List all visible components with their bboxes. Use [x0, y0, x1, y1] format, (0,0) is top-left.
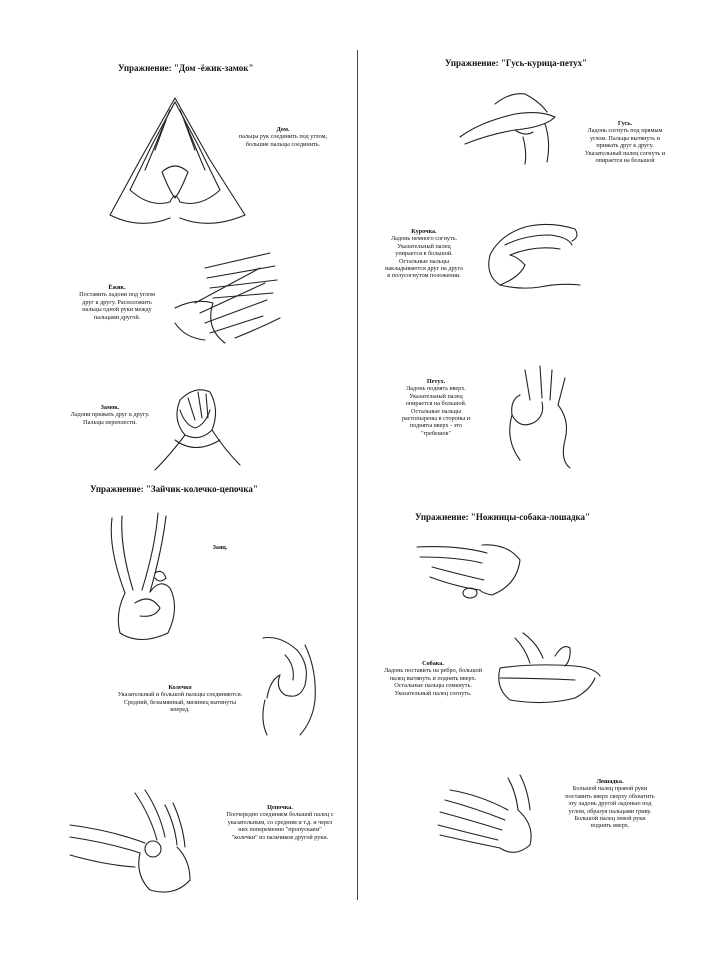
loshadka-line: поставить вверх сверху обхватить: [565, 792, 655, 800]
loshadka-line: Большой палец левой руки: [574, 815, 646, 823]
dom-line: большие пальцы соединить.: [245, 140, 321, 148]
petukh-line: подняты вверх - это: [409, 422, 463, 430]
kuritsa-caption: [368, 228, 480, 280]
kolechko-line: Указательный и большой пальцы соединяются.: [117, 691, 243, 699]
exercise-heading-nozhnitsy-sobaka-loshadka: Упражнение: "Ножницы-собака-лошадка": [415, 512, 591, 522]
petukh-line: растопырены в стороны и: [401, 415, 471, 423]
kolechko-line: вперед.: [170, 706, 190, 714]
sobaka-line: Ладонь поставить на ребро, большой: [383, 667, 483, 675]
dom-hands-illustration: [100, 90, 250, 230]
gus-title: Гусь.: [617, 120, 633, 127]
tsepochka-title: Цепочка.: [267, 804, 293, 811]
dom-caption: [218, 126, 348, 148]
sobaka-title: Собака.: [422, 660, 444, 667]
sobaka-line: Остальные пальцы сомкнуть.: [394, 682, 472, 690]
dom-line: пальцы рук соединить под углом,: [238, 133, 328, 141]
zayats-hand-illustration: [100, 508, 200, 648]
zamok-line: Пальцы переплести.: [83, 418, 137, 426]
kuritsa-hand-illustration: [480, 215, 585, 295]
petukh-line: "гребешок": [420, 429, 452, 437]
sobaka-line: палец вытянуть и поднять вверх.: [389, 674, 477, 682]
zayats-caption: [200, 544, 240, 551]
exercise-heading-zaichik-kolechko-tsepochka: Упражнение: "Зайчик-колечко-цепочка": [90, 484, 258, 494]
loshadka-caption: [545, 778, 675, 830]
dom-title: Дом.: [276, 126, 290, 133]
tsepochka-line: Поочередно соединяем большой палец с: [226, 811, 334, 819]
column-divider: [357, 50, 358, 900]
zayats-title: Заяц.: [212, 544, 228, 551]
petukh-caption: [380, 378, 492, 437]
kolechko-line: Средний, безымянный, мизинец вытянуты: [123, 698, 237, 706]
sobaka-line: Указательный палец согнуть.: [394, 689, 472, 697]
gus-hand-illustration: [455, 82, 560, 167]
kuritsa-line: Ладонь немного согнуть.: [390, 235, 458, 243]
ezhik-line: пальцами другой.: [93, 313, 141, 321]
ezhik-line: друг к другу. Расположить: [82, 298, 152, 306]
petukh-line: опирается на большой.: [405, 400, 467, 408]
sobaka-caption: [368, 660, 498, 697]
loshadka-title: Лошадка.: [596, 778, 624, 785]
zamok-hands-illustration: [150, 380, 245, 475]
petukh-hand-illustration: [490, 360, 590, 470]
exercise-heading-gus-kuritsa-petukh: Упражнение: "Гусь-курица-петух": [445, 58, 588, 68]
kuritsa-title: Курочка.: [411, 228, 437, 235]
sobaka-hand-illustration: [495, 628, 605, 713]
gus-line: Указательный палец согнуть и: [584, 149, 666, 157]
kuritsa-line: Остальные пальцы: [399, 257, 449, 265]
loshadka-line: Большой палец правой руки: [572, 785, 648, 793]
tsepochka-line: указательным, со средним и т.д. и через: [227, 818, 333, 826]
petukh-line: Остальные пальцы: [411, 407, 461, 415]
petukh-line: Ладонь поднять вверх.: [406, 385, 466, 393]
gus-line: прижать друг к другу.: [596, 142, 654, 150]
loshadka-line: эту ладонь другой ладонью под: [568, 800, 652, 808]
kuritsa-line: в полусогнутом положении.: [387, 272, 461, 280]
gus-line: Ладонь согнуть под прямым: [587, 127, 663, 135]
tsepochka-line: "колечки" из пальчиков другой руки.: [231, 833, 329, 841]
loshadka-hands-illustration: [430, 770, 545, 860]
ezhik-hands-illustration: [175, 248, 285, 348]
gus-caption: [560, 120, 690, 164]
kuritsa-line: упирается в большой.: [395, 250, 453, 258]
loshadka-line: углом, образуя пальцами гриву.: [568, 807, 652, 815]
ezhik-line: пальцы одной руки между: [82, 306, 152, 314]
tsepochka-caption: [195, 804, 365, 841]
ezhik-caption: [62, 284, 172, 321]
gus-line: опирается на большой: [595, 157, 655, 165]
zamok-line: Ладони прижать друг к другу.: [70, 411, 150, 419]
gus-line: углом. Пальцы вытянуть и: [590, 134, 660, 142]
ezhik-title: Ёжик.: [108, 284, 126, 291]
ezhik-line: Поставить ладони под углом: [79, 291, 155, 299]
kuritsa-line: Указательный палец: [397, 242, 451, 250]
zamok-title: Замок.: [100, 404, 120, 411]
nozhnitsy-hand-illustration: [412, 535, 522, 605]
loshadka-line: поднять вверх.: [590, 822, 630, 830]
kolechko-caption: [90, 684, 270, 714]
tsepochka-hands-illustration: [65, 785, 195, 900]
exercise-heading-dom-ezhik-zamok: Упражнение: "Дом -ёжик-замок": [118, 63, 254, 73]
petukh-title: Петух.: [426, 378, 446, 385]
kuritsa-line: накладываются друг на друга: [385, 265, 463, 273]
petukh-line: Указательный палец: [409, 392, 463, 400]
tsepochka-line: них попеременно "пропускаем": [238, 826, 322, 834]
zamok-caption: [60, 404, 160, 426]
kolechko-title: Колечко: [168, 684, 192, 691]
